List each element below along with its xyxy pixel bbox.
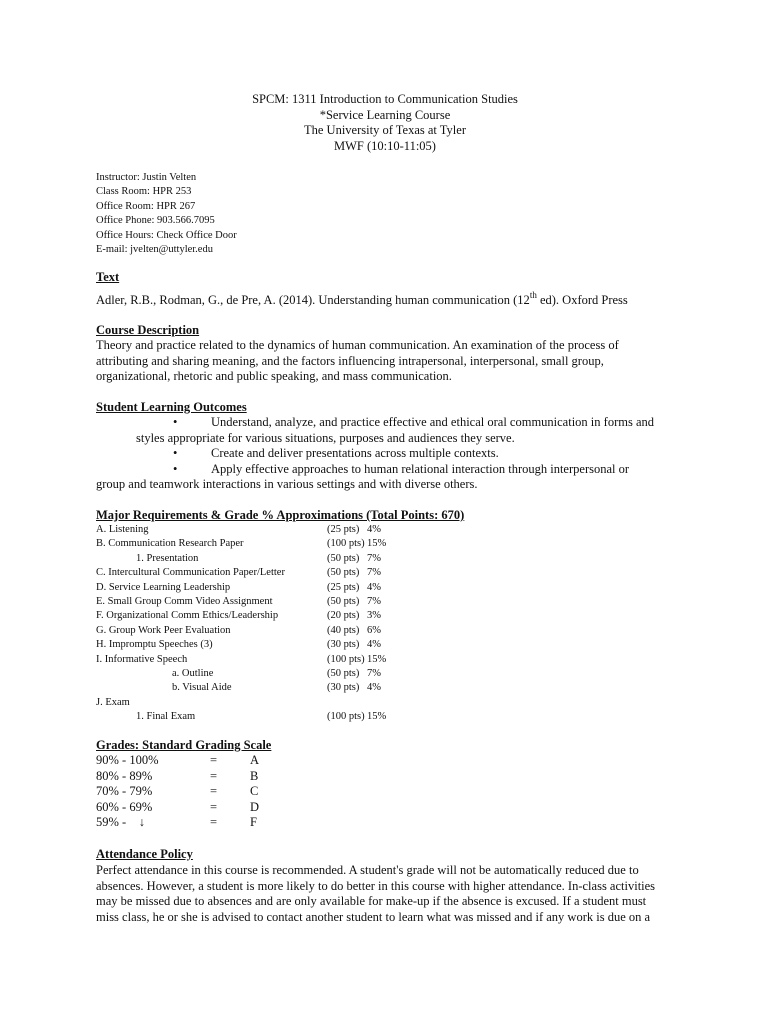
list-item: • Create and deliver presentations across multiple contexts. [173,446,499,461]
bullet-icon: • [173,446,178,461]
attendance-line: miss class, he or she is advised to contact another student to learn what was missed and if any work is due on a [96,909,651,924]
university-name: The University of Texas at Tyler [304,123,466,137]
citation-superscript: th [529,290,537,300]
textbook-citation [96,291,628,308]
bullet-icon: • [173,461,178,476]
instructor-name: Instructor: Justin Velten [96,172,197,183]
attendance-heading: Attendance Policy [96,847,193,861]
citation-main: Adler, R.B., Rodman, G., de Pre, A. (2014). Understanding human communication (12 [96,293,530,308]
description-line: organizational, rhetoric and public speaking, and mass communication. [96,369,452,384]
course-description-heading: Course Description [96,323,200,337]
learning-outcomes-list [96,415,676,493]
list-item-continuation: group and teamwork interactions in various settings and with diverse others. [96,477,478,492]
attendance-line: may be missed due to absences and are only available for make-up if the absence is excused. If a student must [96,894,647,909]
course-title: SPCM: 1311 Introduction to Communication Studies [252,92,518,106]
course-type: *Service Learning Course [319,107,451,122]
citation-end: ed). Oxford Press [536,293,628,308]
office-phone: Office Phone: 903.566.7095 [96,215,215,227]
attendance-line: absences. However, a student is more likely to do better in this course with higher attendance. In-class activities [96,878,656,893]
syllabus-page: SPCM: 1311 Introduction to Communication Studies *Service Learning Course The University of Texas at Tyler MWF (10:10-11:05) Instructor: Justin Velten Class Room: HPR 253 Office Room: HPR 267 Office Phone: 903.566.7095 Office Hours: Check Office Door E-mail: jvelten@uttyler.edu Text Adler, R.B., Rodman, G., de Pre, A. (2014). Understanding human communication (12th ed). Oxford Press Course Description Theory and practice related to the dynamics of human communication. An examination of the process of attributing and sharing meaning, and the factors influencing intrapersonal, interpersonal, small group, organizational, rhetoric and public speaking, and mass communication. Student Learning Outcomes • Understand, analyze, and practice effective and ethical oral communication in forms and styles appropriate for various situations, purposes and audiences they serve. • Create and deliver presentations across multiple contexts. • Apply effective approaches to human relational interaction through interpersonal or group and teamwork interactions in various settings and with diverse others. Major Requirements & Grade % Approximations (Total Points: 670) A. Listening (25 pts) 4% B. Communication Research Paper (100 pts) 15% 1. Presentation (50 pts) 7% C. Intercultural Communication Paper/Letter (50 pts) 7% D. Service Learning Leadership (25 pts) 4% E. Small Group Comm Video Assignment (50 pts) 7% F. Organizational Comm Ethics/Leadership (20 pts) 3% G. Group Work Peer Evaluation (40 pts) 6% H. Impromptu Speeches (3) (30 pts) 4% I. Informative Speech (100 pts) 15% a. Outline (50 pts) 7% b. Visual Aide (30 pts) 4% J. Exam 1. Final Exam (100 pts) 15% Grades: Standard Grading Scale 90% - 100% = A 80% - 89% = B 70% - 79% = C 60% - 69% = D 59% - ↓ = F Attendance Policy Perfect attendance in this course is recommended. A student's grade will not be automatically reduced due to absences. However, a student is more likely to do better in this course with higher attendance. In-class activities may be missed due to absences and are only available for make-up if the absence is excused. If a student must miss class, he or she is advised to contact another student to learn what was missed and if any work is due on a [0,0,770,1024]
course-header [0,92,770,154]
course-description-text [96,338,676,385]
attendance-text [96,863,676,925]
office-room: Office Room: HPR 267 [96,200,196,212]
list-item: • Apply effective approaches to human relational interaction through interpersonal or [173,461,630,476]
learning-outcomes-heading: Student Learning Outcomes [96,400,247,414]
instructor-email: E-mail: jvelten@uttyler.edu [96,244,213,256]
office-hours: Office Hours: Check Office Door [96,229,237,241]
description-line: attributing and sharing meaning, and the factors influencing intrapersonal, interpersonal, small group, [96,353,604,368]
instructor-info [96,171,237,257]
description-line: Theory and practice related to the dynamics of human communication. An examination of the process of [96,338,619,352]
class-room: Class Room: HPR 253 [96,186,192,198]
text-heading: Text [96,270,120,284]
class-schedule: MWF (10:10-11:05) [334,138,436,153]
list-item-continuation: styles appropriate for various situations, purposes and audiences they serve. [136,430,515,445]
requirements-heading: Major Requirements & Grade % Approximations (Total Points: 670) [96,508,465,522]
bullet-icon: • [173,415,178,429]
grades-heading: Grades: Standard Grading Scale [96,738,272,752]
attendance-line: Perfect attendance in this course is recommended. A student's grade will not be automatically reduced due to [96,863,639,877]
list-item: • Understand, analyze, and practice effective and ethical oral communication in forms and [173,415,654,429]
